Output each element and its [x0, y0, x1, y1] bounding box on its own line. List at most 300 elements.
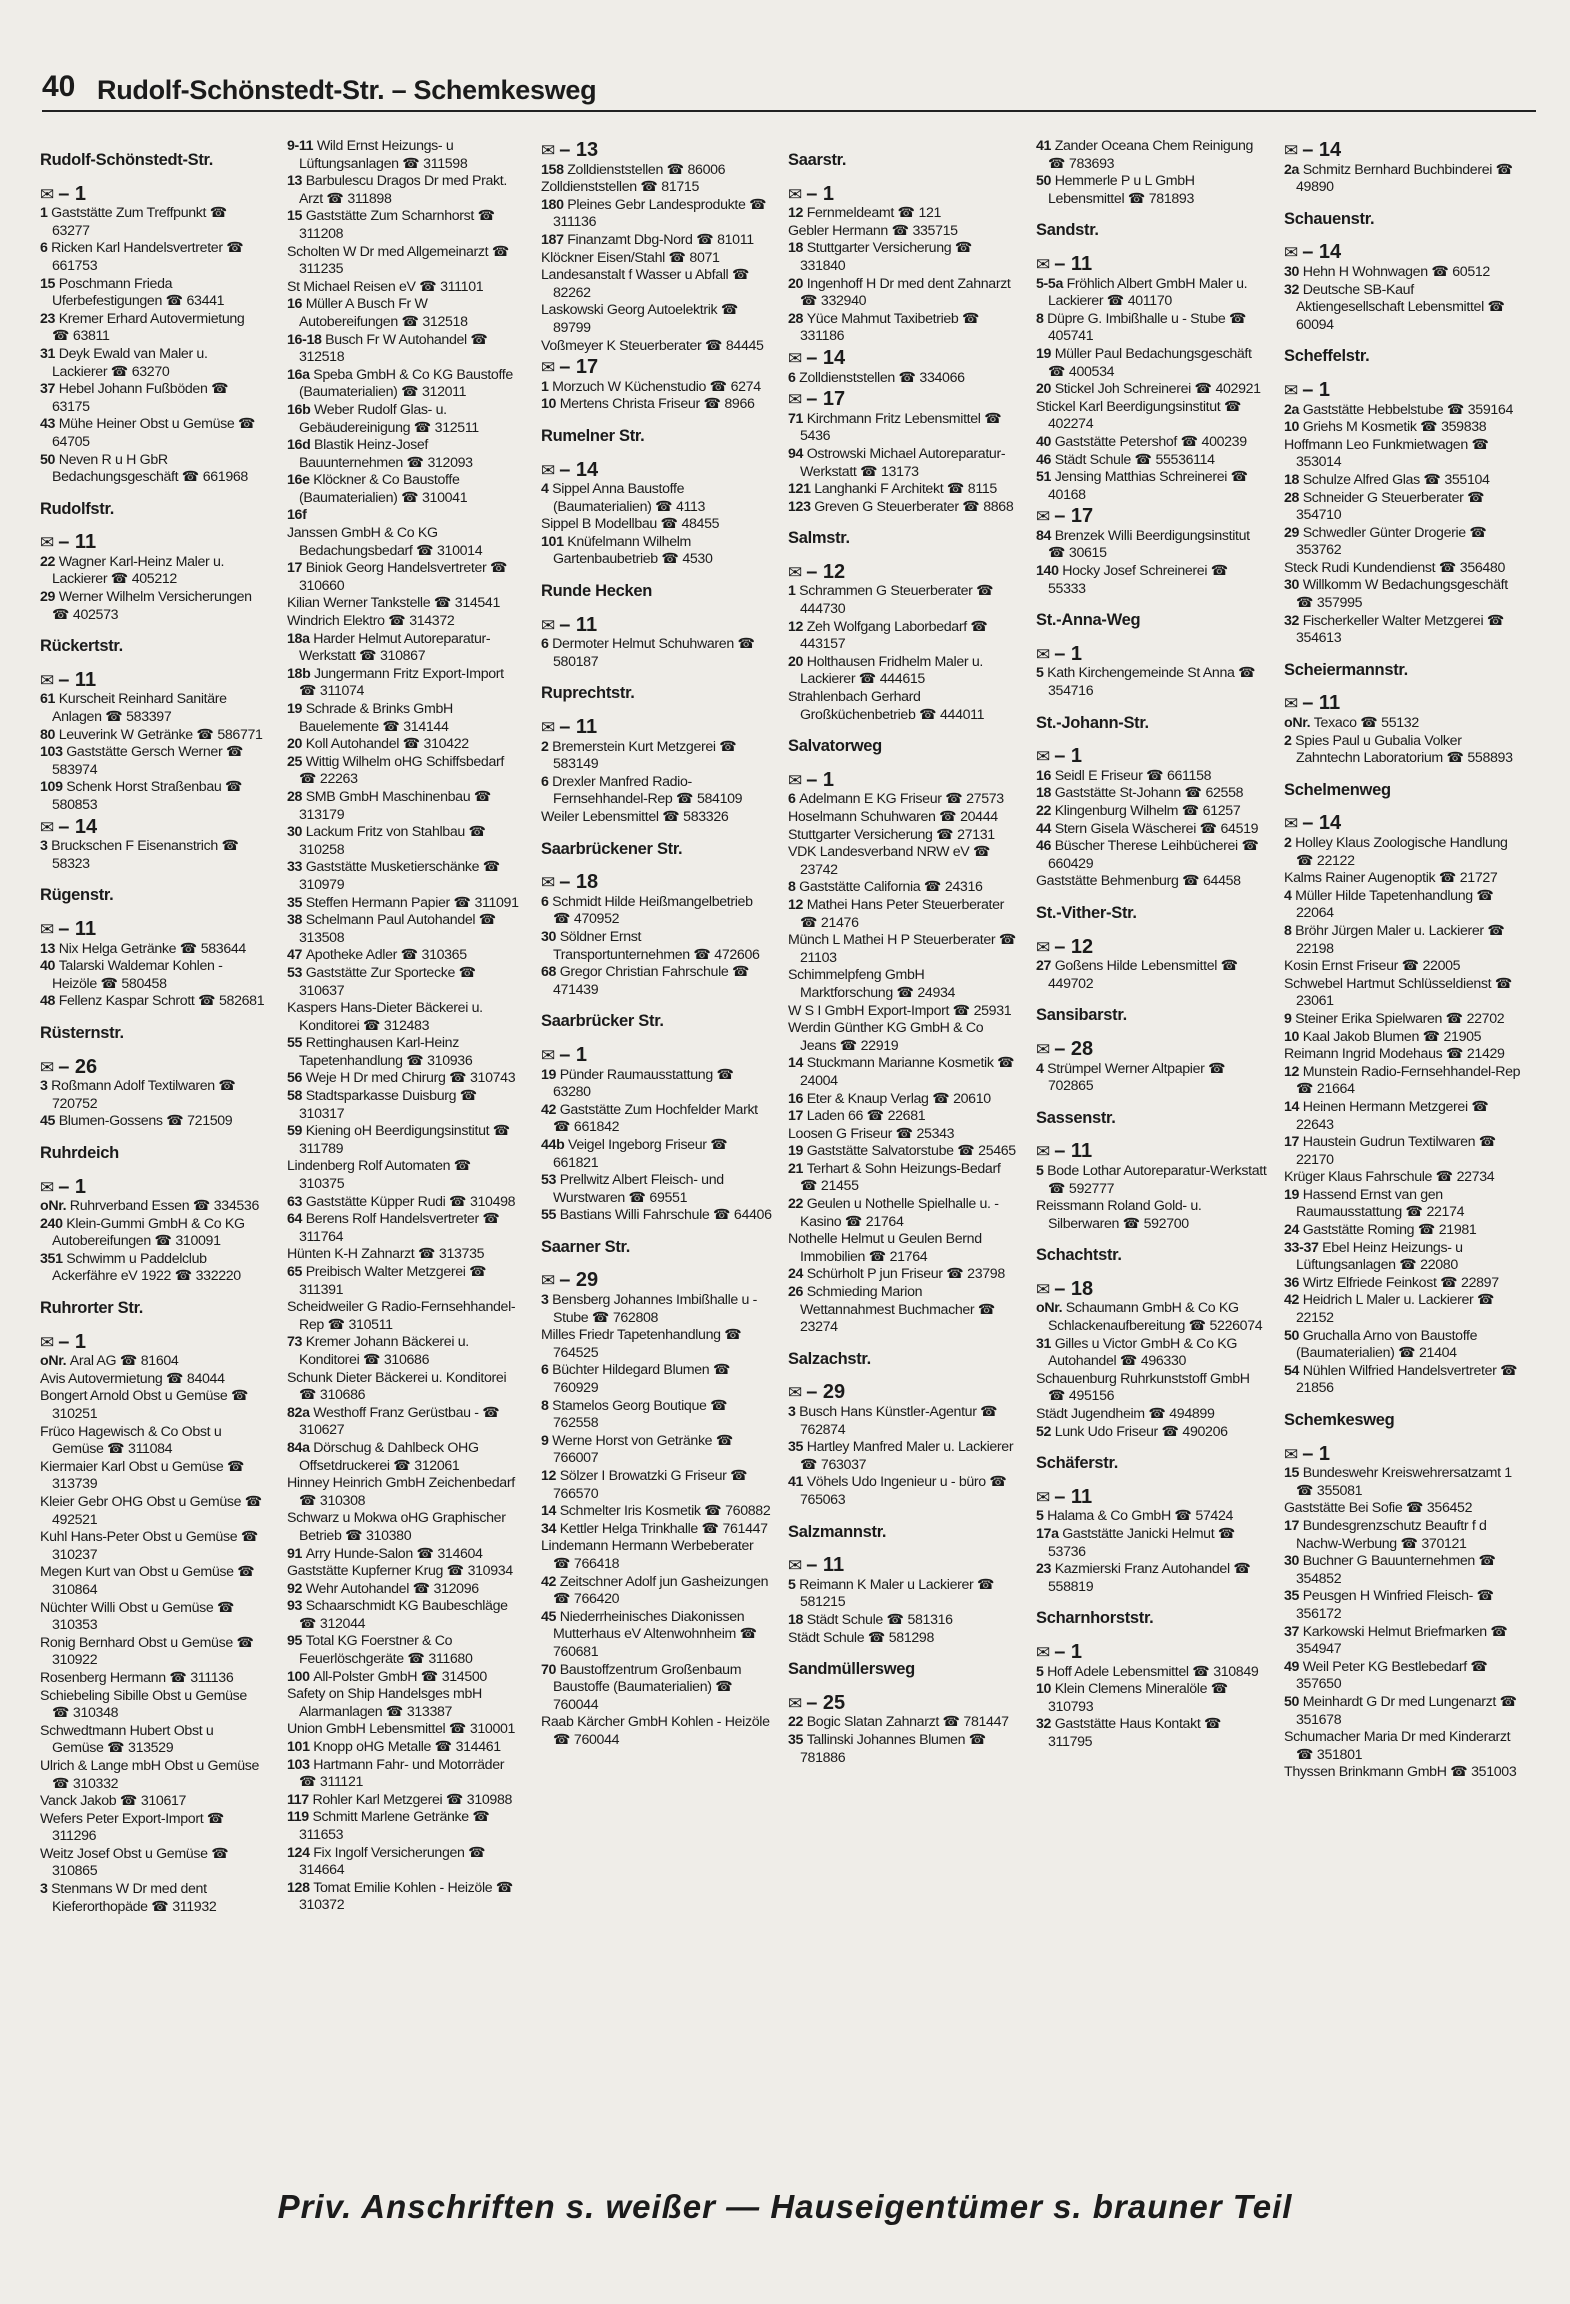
directory-entry: 20 Stickel Joh Schreinerei ☎ 402921 — [1036, 381, 1261, 398]
house-number: 12 — [1284, 1063, 1303, 1080]
directory-entry: 73 Kremer Johann Bäckerei u. Konditorei ☎ 310686 — [287, 1334, 469, 1368]
directory-entry: 4 Müller Hilde Tapetenhandlung ☎ 22064 — [1284, 887, 1494, 922]
house-number: 8 — [541, 1397, 553, 1414]
house-number: 12 — [788, 205, 807, 222]
postal-zone: ✉ – 17 — [541, 356, 599, 379]
postal-zone: ✉ – 14 — [1284, 241, 1342, 264]
street-heading: Salvatorweg — [788, 737, 882, 756]
house-number: 101 — [541, 533, 568, 550]
house-number: 10 — [1036, 1681, 1055, 1698]
directory-entry: 34 Kettler Helga Trinkhalle ☎ 761447 — [541, 1520, 768, 1537]
house-number: 9 — [1284, 1010, 1296, 1027]
directory-entry: oNr. Aral AG ☎ 81604 — [40, 1353, 179, 1370]
house-number: 5 — [1036, 665, 1048, 682]
house-number: 94 — [788, 445, 807, 462]
directory-entry: Lindemann Hermann Werbeberater ☎ 766418 — [541, 1538, 754, 1572]
directory-entry: 14 Stuckmann Marianne Kosmetik ☎ 24004 — [788, 1055, 1015, 1089]
envelope-icon: ✉ — [541, 358, 556, 378]
directory-entry: Schunk Dieter Bäckerei u. Konditorei ☎ 310686 — [287, 1369, 507, 1404]
house-number: 18 — [1036, 785, 1055, 802]
directory-entry: Rosenberg Hermann ☎ 311136 — [40, 1669, 234, 1686]
directory-entry: Raab Kärcher GmbH Kohlen - Heizöle ☎ 760044 — [541, 1714, 770, 1748]
directory-entry: 10 Klein Clemens Mineralöle ☎ 310793 — [1036, 1681, 1229, 1715]
house-number: 35 — [788, 1439, 807, 1456]
directory-entry: Safety on Ship Handelsges mbH Alarmanlagen ☎ 313387 — [287, 1686, 482, 1720]
directory-entry: Bongert Arnold Obst u Gemüse ☎ 310251 — [40, 1388, 249, 1423]
directory-entry: 101 Knüfelmann Wilhelm Gartenbaubetrieb ☎ 4530 — [541, 533, 713, 568]
directory-entry: Milles Friedr Tapetenhandlung ☎ 764525 — [541, 1327, 742, 1361]
postal-zone: ✉ – 29 — [541, 1269, 599, 1292]
directory-entry: 20 Koll Autohandel ☎ 310422 — [287, 736, 469, 753]
house-number: oNr. — [40, 1198, 70, 1215]
house-number: 3 — [40, 1078, 52, 1095]
directory-column-4 — [788, 138, 1020, 2178]
street-heading: Ruhrdeich — [40, 1143, 119, 1162]
directory-entry: Sippel B Modellbau ☎ 48455 — [541, 516, 720, 533]
directory-entry: 24 Schürholt P jun Friseur ☎ 23798 — [788, 1266, 1005, 1283]
house-number: 121 — [788, 481, 815, 498]
directory-entry: 56 Weje H Dr med Chirurg ☎ 310743 — [287, 1070, 516, 1087]
house-number: 18 — [1284, 471, 1303, 488]
street-heading: Schachtstr. — [1036, 1246, 1122, 1265]
directory-entry: 123 Greven G Steuerberater ☎ 8868 — [788, 498, 1014, 515]
directory-entry: 14 Heinen Hermann Metzgerei ☎ 22643 — [1284, 1098, 1489, 1133]
directory-entry: 55 Bastians Willi Fahrschule ☎ 64406 — [541, 1207, 772, 1224]
house-number: 3 — [541, 1292, 553, 1309]
house-number: 16 — [287, 296, 306, 313]
directory-entry: 10 Griehs M Kosmetik ☎ 359838 — [1284, 419, 1487, 436]
postal-zone: ✉ – 18 — [1036, 1277, 1094, 1300]
directory-entry: 6 Büchter Hildegard Blumen ☎ 760929 — [541, 1362, 731, 1397]
house-number: 22 — [788, 1714, 807, 1731]
directory-entry: 5-5a Fröhlich Albert GmbH Maler u. Lackierer ☎ 401170 — [1036, 275, 1248, 310]
house-number: 65 — [287, 1264, 306, 1280]
directory-entry: 32 Gaststätte Haus Kontakt ☎ 311795 — [1036, 1716, 1222, 1750]
house-number: 18b — [287, 665, 314, 682]
house-number: 14 — [1284, 1098, 1303, 1115]
page-title: Rudolf-Schönstedt-Str. – Schemkesweg — [97, 75, 597, 105]
house-number: 9-11 — [287, 138, 317, 154]
directory-entry: 12 Sölzer I Browatzki G Friseur ☎ 766570 — [541, 1468, 748, 1502]
postal-zone: ✉ – 29 — [788, 1381, 846, 1404]
directory-entry: Laskowski Georg Autoelektrik ☎ 89799 — [541, 302, 739, 336]
directory-entry: Schwedtmann Hubert Obst u Gemüse ☎ 313529 — [40, 1722, 214, 1757]
directory-entry: Münch L Mathei H P Steuerberater ☎ 21103 — [788, 932, 1017, 966]
postal-zone: ✉ – 11 — [1036, 1140, 1093, 1163]
house-number: 68 — [541, 964, 560, 981]
directory-entry: 19 Gaststätte Salvatorstube ☎ 25465 — [788, 1143, 1016, 1160]
postal-zone: ✉ – 17 — [788, 388, 846, 411]
directory-entry: 6 Dermoter Helmut Schuhwaren ☎ 580187 — [541, 636, 755, 670]
directory-entry: 12 Fernmeldeamt ☎ 121 — [788, 205, 942, 222]
postal-zone: ✉ – 17 — [1036, 505, 1094, 528]
postal-zone: ✉ – 11 — [40, 531, 97, 554]
directory-entry: 33-37 Ebel Heinz Heizungs- u Lüftungsanlagen ☎ 22080 — [1284, 1239, 1463, 1274]
house-number: 20 — [1036, 381, 1055, 398]
directory-entry: 30 Söldner Ernst Transportunternehmen ☎ 472606 — [541, 928, 760, 963]
directory-entry: 30 Hehn H Wohnwagen ☎ 60512 — [1284, 263, 1490, 280]
street-heading: Sandmüllersweg — [788, 1660, 915, 1679]
directory-entry: 24 Gaststätte Roming ☎ 21981 — [1284, 1222, 1477, 1239]
house-number: 42 — [541, 1101, 560, 1118]
directory-entry: Hünten K-H Zahnarzt ☎ 313735 — [287, 1246, 485, 1263]
directory-entry: 158 Zolldienststellen ☎ 86006 — [541, 161, 726, 178]
directory-entry: Klöckner Eisen/Stahl ☎ 8071 — [541, 249, 720, 266]
envelope-icon: ✉ — [40, 1332, 55, 1352]
envelope-icon: ✉ — [1284, 380, 1299, 400]
directory-entry: 36 Wirtz Elfriede Feinkost ☎ 22897 — [1284, 1274, 1499, 1291]
street-heading: Ruhrorter Str. — [40, 1299, 144, 1318]
postal-zone: ✉ – 13 — [541, 139, 599, 161]
directory-entry: 70 Baustoffzentrum Großenbaum Baustoffe (Baumaterialien) ☎ 760044 — [541, 1661, 742, 1713]
directory-entry: 20 Holthausen Fridhelm Maler u. Lackierer ☎ 444615 — [788, 653, 983, 688]
directory-entry: 16a Speba GmbH & Co KG Baustoffe (Baumaterialien) ☎ 312011 — [287, 366, 513, 401]
house-number: 41 — [788, 1474, 807, 1491]
house-number: 140 — [1036, 563, 1063, 580]
directory-entry: 8 Düpre G. Imbißhalle u - Stube ☎ 405741 — [1036, 310, 1247, 345]
postal-zone: ✉ – 12 — [1036, 935, 1094, 958]
house-number: 50 — [40, 451, 59, 468]
directory-entry: Schumacher Maria Dr med Kinderarzt ☎ 351801 — [1284, 1729, 1511, 1763]
house-number: 124 — [287, 1844, 314, 1861]
house-number: 8 — [788, 879, 800, 896]
directory-entry: 29 Schwedler Günter Drogerie ☎ 353762 — [1284, 524, 1487, 559]
directory-entry: 37 Karkowski Helmut Briefmarken ☎ 354947 — [1284, 1623, 1508, 1658]
street-heading: St.-Johann-Str. — [1036, 713, 1149, 732]
directory-entry: 16-18 Busch Fr W Autohandel ☎ 312518 — [287, 331, 488, 366]
house-number: 64 — [287, 1211, 306, 1228]
directory-entry: 18b Jungermann Fritz Export-Import ☎ 311074 — [287, 665, 504, 700]
house-number: 6 — [541, 773, 553, 790]
directory-entry: 103 Hartmann Fahr- und Motorräder ☎ 311121 — [287, 1756, 505, 1791]
directory-entry: 12 Zeh Wolfgang Laborbedarf ☎ 443157 — [788, 618, 988, 653]
directory-entry: 42 Gaststätte Zum Hochfelder Markt ☎ 661842 — [541, 1101, 758, 1136]
directory-entry: 13 Barbulescu Dragos Dr med Prakt. Arzt ☎ 311898 — [287, 173, 507, 207]
street-heading: Salzmannstr. — [788, 1522, 887, 1541]
directory-entry: 38 Schelmann Paul Autohandel ☎ 313508 — [287, 912, 497, 946]
directory-entry: 47 Apotheke Adler ☎ 310365 — [287, 947, 467, 964]
directory-entry: Reimann Ingrid Modehaus ☎ 21429 — [1284, 1046, 1505, 1063]
directory-column-6 — [1284, 138, 1524, 2178]
house-number: 10 — [541, 396, 560, 413]
directory-entry: 5 Bode Lothar Autoreparatur-Werkstatt ☎ 592777 — [1036, 1162, 1267, 1197]
directory-entry: 6 Schmidt Hilde Heißmangelbetrieb ☎ 470952 — [541, 893, 753, 928]
house-number: 101 — [287, 1739, 314, 1756]
house-number: 13 — [287, 173, 306, 190]
house-number: 6 — [40, 240, 52, 257]
envelope-icon: ✉ — [788, 184, 803, 204]
house-number: oNr. — [1036, 1300, 1066, 1317]
house-number: 6 — [788, 369, 800, 386]
house-number: 45 — [541, 1608, 560, 1625]
directory-entry: Zolldienststellen ☎ 81715 — [541, 179, 699, 196]
house-number: 33-37 — [1284, 1239, 1323, 1256]
directory-entry: 10 Mertens Christa Friseur ☎ 8966 — [541, 396, 755, 413]
house-number: 6 — [788, 791, 800, 808]
directory-entry: 18 Städt Schule ☎ 581316 — [788, 1611, 953, 1628]
directory-entry: 6 Ricken Karl Handelsvertreter ☎ 661753 — [40, 240, 244, 274]
directory-entry: oNr. Ruhrverband Essen ☎ 334536 — [40, 1198, 259, 1215]
house-number: 54 — [1284, 1362, 1303, 1379]
house-number: 123 — [788, 498, 815, 515]
house-number: 4 — [1284, 887, 1296, 904]
house-number: 45 — [40, 1113, 59, 1130]
directory-entry: 91 Arry Hunde-Salon ☎ 314604 — [287, 1545, 483, 1562]
directory-entry: 52 Lunk Udo Friseur ☎ 490206 — [1036, 1423, 1228, 1440]
house-number: 30 — [1284, 1553, 1303, 1570]
directory-entry: 40 Gaststätte Petershof ☎ 400239 — [1036, 433, 1247, 450]
house-number: 95 — [287, 1633, 306, 1650]
directory-entry: 50 Neven R u H GbR Bedachungsgeschäft ☎ 661968 — [40, 451, 248, 486]
directory-entry: 44b Veigel Ingeborg Friseur ☎ 661821 — [541, 1136, 728, 1171]
directory-entry: Megen Kurt van Obst u Gemüse ☎ 310864 — [40, 1564, 255, 1598]
postal-zone: ✉ – 1 — [541, 1043, 588, 1066]
directory-entry: 16e Klöckner & Co Baustoffe (Baumaterialien) ☎ 310041 — [287, 472, 468, 506]
directory-entry: Schauenburg Ruhrkunststoff GmbH ☎ 495156 — [1036, 1370, 1250, 1405]
directory-entry: VDK Landesverband NRW eV ☎ 23742 — [788, 844, 991, 878]
directory-entry: Schiebeling Sibille Obst u Gemüse ☎ 310348 — [40, 1687, 247, 1722]
house-number: 38 — [287, 912, 306, 929]
house-number: 16a — [287, 366, 314, 383]
directory-entry: 15 Bundeswehr Kreiswehrersatzamt 1 ☎ 355081 — [1284, 1465, 1512, 1499]
postal-zone: ✉ – 26 — [40, 1055, 98, 1078]
postal-zone: ✉ – 14 — [1284, 139, 1342, 161]
house-number: 48 — [40, 993, 59, 1010]
directory-entry: 16b Weber Rudolf Glas- u. Gebäudereinigung ☎ 312511 — [287, 401, 479, 436]
directory-entry: 17 Haustein Gudrun Textilwaren ☎ 22170 — [1284, 1134, 1497, 1168]
house-number: 2 — [1284, 835, 1296, 851]
postal-zone: ✉ – 12 — [788, 560, 846, 583]
envelope-icon: ✉ — [788, 348, 803, 368]
house-number: 30 — [541, 928, 560, 945]
house-number: 56 — [287, 1070, 306, 1087]
street-heading: Saarner Str. — [541, 1237, 631, 1256]
house-number: 47 — [287, 947, 306, 964]
directory-entry: 16 Seidl E Friseur ☎ 661158 — [1036, 767, 1212, 784]
envelope-icon: ✉ — [1036, 1142, 1051, 1162]
directory-entry: 41 Vöhels Udo Ingenieur u - büro ☎ 765063 — [788, 1474, 1007, 1508]
directory-entry: 64 Berens Rolf Handelsvertreter ☎ 311764 — [287, 1211, 500, 1245]
directory-entry: 6 Drexler Manfred Radio-Fernsehhandel-Rep ☎ 584109 — [541, 773, 743, 808]
directory-entry: 17 Biniok Georg Handelsvertreter ☎ 310660 — [287, 560, 508, 594]
house-number: 22 — [788, 1196, 807, 1213]
directory-entry: 65 Preibisch Walter Metzgerei ☎ 311391 — [287, 1264, 487, 1298]
directory-entry: Wefers Peter Export-Import ☎ 311296 — [40, 1810, 225, 1845]
directory-entry: 55 Rettinghausen Karl-Heinz Tapetenhandlung ☎ 310936 — [287, 1035, 473, 1069]
envelope-icon: ✉ — [541, 615, 556, 635]
directory-entry: 53 Prellwitz Albert Fleisch- und Wurstwaren ☎ 69551 — [541, 1172, 724, 1206]
directory-entry: Vanck Jakob ☎ 310617 — [40, 1793, 187, 1810]
directory-entry: 1 Morzuch W Küchenstudio ☎ 6274 — [541, 378, 761, 395]
house-number: 43 — [40, 416, 59, 433]
directory-entry: 37 Hebel Johann Fußböden ☎ 63175 — [40, 381, 229, 415]
house-number: 17a — [1036, 1526, 1063, 1542]
house-number: 52 — [1036, 1423, 1055, 1440]
house-number: 14 — [541, 1503, 560, 1520]
directory-entry: Scholten W Dr med Allgemeinarzt ☎ 311235 — [287, 243, 510, 278]
house-number: 46 — [1036, 838, 1055, 855]
house-number: 4 — [541, 481, 553, 498]
house-number: 32 — [1284, 281, 1303, 298]
house-number: 28 — [287, 788, 306, 805]
directory-entry: 8 Gaststätte California ☎ 24316 — [788, 879, 983, 896]
postal-zone: ✉ – 1 — [40, 182, 87, 205]
house-number: 119 — [287, 1809, 313, 1826]
house-number: 20 — [788, 275, 807, 292]
house-number: 35 — [287, 894, 306, 911]
directory-entry: 5 Hoff Adele Lebensmittel ☎ 310849 — [1036, 1663, 1259, 1680]
directory-entry: 2 Bremerstein Kurt Metzgerei ☎ 583149 — [541, 738, 737, 773]
directory-entry: 35 Steffen Hermann Papier ☎ 311091 — [287, 894, 519, 911]
postal-zone: ✉ – 11 — [788, 1554, 845, 1577]
directory-entry: Krüger Klaus Fahrschule ☎ 22734 — [1284, 1169, 1495, 1186]
envelope-icon: ✉ — [541, 1271, 556, 1291]
directory-entry: 68 Gregor Christian Fahrschule ☎ 471439 — [541, 964, 750, 998]
directory-entry: Kaspers Hans-Dieter Bäckerei u. Konditorei ☎ 312483 — [287, 1000, 483, 1034]
house-number: 12 — [788, 896, 807, 913]
directory-entry: 13 Nix Helga Getränke ☎ 583644 — [40, 940, 246, 957]
directory-entry: 84a Dörschug & Dahlbeck OHG Offsetdruckerei ☎ 312061 — [287, 1439, 479, 1474]
directory-entry: 5 Reimann K Maler u Lackierer ☎ 581215 — [788, 1576, 995, 1611]
directory-entry: 20 Ingenhoff H Dr med dent Zahnarzt ☎ 332940 — [788, 275, 1011, 310]
street-heading: Scharnhorststr. — [1036, 1609, 1154, 1628]
directory-entry: 3 Stenmans W Dr med dent Kieferorthopäde ☎ 311932 — [40, 1881, 217, 1915]
house-number: 55 — [287, 1035, 306, 1052]
directory-entry: Steck Rudi Kundendienst ☎ 356480 — [1284, 559, 1506, 576]
house-number: 40 — [1036, 433, 1055, 450]
house-number: 5 — [788, 1576, 800, 1593]
house-number: 46 — [1036, 451, 1055, 468]
house-number: 42 — [1284, 1292, 1303, 1309]
directory-entry: 95 Total KG Foerstner & Co Feuerlöschgeräte ☎ 311680 — [287, 1633, 473, 1668]
directory-entry: 15 Poschmann Frieda Uferbefestigungen ☎ 63441 — [40, 275, 225, 310]
house-number: 91 — [287, 1545, 306, 1562]
directory-entry: Avis Autovermietung ☎ 84044 — [40, 1370, 225, 1387]
postal-zone: ✉ – 1 — [788, 768, 835, 791]
directory-entry: 29 Werner Wilhelm Versicherungen ☎ 402573 — [40, 589, 252, 623]
house-number: 29 — [1284, 524, 1303, 541]
envelope-icon: ✉ — [788, 770, 803, 790]
house-number: 50 — [1284, 1693, 1303, 1710]
directory-entry: 54 Nühlen Wilfried Handelsvertreter ☎ 21856 — [1284, 1362, 1518, 1397]
directory-entry: Stuttgarter Versicherung ☎ 27131 — [788, 826, 995, 843]
directory-entry: 32 Deutsche SB-Kauf Aktiengesellschaft Lebensmittel ☎ 60094 — [1284, 281, 1505, 333]
envelope-icon: ✉ — [1036, 507, 1051, 527]
directory-entry: 17 Laden 66 ☎ 22681 — [788, 1108, 926, 1125]
envelope-icon: ✉ — [1036, 747, 1051, 767]
directory-entry: 45 Niederrheinisches Diakonissen Mutterhaus eV Altenwohnheim ☎ 760681 — [541, 1608, 757, 1660]
envelope-icon: ✉ — [788, 562, 803, 582]
house-number: 80 — [40, 726, 59, 743]
directory-entry: Nothelle Helmut u Geulen Bernd Immobilien ☎ 21764 — [788, 1231, 982, 1265]
house-number: 12 — [541, 1468, 560, 1484]
envelope-icon: ✉ — [40, 184, 55, 204]
envelope-icon: ✉ — [1036, 1487, 1051, 1507]
street-heading: Rückertstr. — [40, 637, 123, 656]
directory-entry: 19 Hassend Ernst van gen Raumausstattung ☎ 22174 — [1284, 1186, 1465, 1221]
house-number: 13 — [40, 940, 59, 957]
directory-entry: Nüchter Willi Obst u Gemüse ☎ 310353 — [40, 1599, 235, 1634]
directory-entry: 3 Roßmann Adolf Textilwaren ☎ 720752 — [40, 1078, 236, 1112]
house-number: 29 — [40, 589, 59, 606]
page-header — [42, 66, 1536, 112]
directory-entry: Ulrich & Lange mbH Obst u Gemüse ☎ 310332 — [40, 1757, 260, 1792]
page-number: 40 — [42, 70, 76, 103]
directory-entry: 31 Deyk Ewald van Maler u. Lackierer ☎ 63270 — [40, 345, 208, 380]
directory-entry: Union GmbH Lebensmittel ☎ 310001 — [287, 1721, 516, 1738]
directory-entry: 2a Schmitz Bernhard Buchbinderei ☎ 49890 — [1284, 161, 1513, 196]
house-number: 30 — [1284, 263, 1303, 280]
house-number: 128 — [287, 1879, 314, 1896]
house-number: 22 — [1036, 803, 1055, 819]
house-number: 240 — [40, 1215, 67, 1232]
house-number: 23 — [1036, 1561, 1055, 1578]
house-number: 21 — [788, 1160, 807, 1177]
directory-entry: 19 Müller Paul Bedachungsgeschäft ☎ 400534 — [1036, 345, 1252, 380]
directory-entry: Loosen G Friseur ☎ 25343 — [788, 1125, 955, 1142]
directory-entry: Hoselmann Schuhwaren ☎ 20444 — [788, 809, 998, 825]
street-heading: Scheffelstr. — [1284, 347, 1370, 366]
envelope-icon: ✉ — [1036, 1039, 1051, 1059]
house-number: 15 — [40, 275, 59, 292]
directory-entry: Janssen GmbH & Co KG Bedachungsbedarf ☎ 310014 — [287, 525, 483, 559]
directory-entry: 48 Fellenz Kaspar Schrott ☎ 582681 — [40, 993, 265, 1010]
directory-entry: 9-11 Wild Ernst Heizungs- u Lüftungsanlagen ☎ 311598 — [287, 138, 468, 172]
house-number: 5-5a — [1036, 275, 1067, 292]
street-heading: Rumelner Str. — [541, 426, 645, 445]
street-heading: Salzachstr. — [788, 1349, 871, 1368]
directory-entry: 18 Gaststätte St-Johann ☎ 62558 — [1036, 785, 1244, 802]
directory-entry: 42 Zeitschner Adolf jun Gasheizungen ☎ 766420 — [541, 1573, 769, 1608]
directory-entry: oNr. Schaumann GmbH & Co KG Schlackenaufbereitung ☎ 5226074 — [1036, 1300, 1263, 1335]
directory-entry: 30 Buchner G Bauunternehmen ☎ 354852 — [1284, 1553, 1496, 1587]
directory-entry: 58 Stadtsparkasse Duisburg ☎ 310317 — [287, 1088, 478, 1122]
street-heading: Schauenstr. — [1284, 209, 1375, 228]
directory-entry: Früco Hagewisch & Co Obst u Gemüse ☎ 311084 — [40, 1423, 222, 1458]
directory-entry: 103 Gaststätte Gersch Werner ☎ 583974 — [40, 744, 244, 778]
envelope-icon: ✉ — [541, 1045, 556, 1065]
directory-entry: 49 Weil Peter KG Bestlebedarf ☎ 357650 — [1284, 1658, 1488, 1693]
house-number: 53 — [541, 1172, 560, 1189]
house-number: 16 — [788, 1090, 807, 1107]
directory-entry: 45 Blumen-Gossens ☎ 721509 — [40, 1113, 233, 1130]
house-number: 23 — [40, 310, 59, 327]
house-number: 117 — [287, 1791, 313, 1808]
directory-entry: 30 Willkomm W Bedachungsgeschäft ☎ 357995 — [1284, 577, 1508, 612]
directory-entry: 53 Gaststätte Zur Sportecke ☎ 310637 — [287, 964, 476, 999]
house-number: 15 — [287, 208, 306, 225]
directory-entry: 12 Munstein Radio-Fernsehhandel-Rep ☎ 21664 — [1284, 1063, 1521, 1098]
directory-column-1 — [40, 138, 265, 2178]
house-number: 5 — [1036, 1663, 1048, 1680]
directory-entry: 1 Gaststätte Zum Treffpunkt ☎ 63277 — [40, 205, 228, 239]
envelope-icon: ✉ — [541, 873, 556, 893]
postal-zone: ✉ – 14 — [40, 815, 98, 838]
envelope-icon: ✉ — [1036, 1642, 1051, 1662]
house-number: 8 — [1036, 310, 1048, 327]
directory-entry: St Michael Reisen eV ☎ 311101 — [287, 278, 484, 295]
directory-entry: 51 Jensing Matthias Schreinerei ☎ 40168 — [1036, 469, 1248, 503]
house-number: 44b — [541, 1136, 568, 1153]
directory-entry: 59 Kiening oH Beerdigungsinstitut ☎ 311789 — [287, 1123, 511, 1157]
directory-entry: Scheidweiler G Radio-Fernsehhandel-Rep ☎ 310511 — [287, 1299, 516, 1333]
directory-entry: 22 Geulen u Nothelle Spielhalle u. -Kasino ☎ 21764 — [788, 1196, 999, 1230]
postal-zone: ✉ – 14 — [541, 458, 599, 481]
directory-entry: 40 Talarski Waldemar Kohlen - Heizöle ☎ 580458 — [40, 958, 223, 992]
house-number: 109 — [40, 779, 67, 796]
directory-entry: 19 Schrade & Brinks GmbH Bauelemente ☎ 314144 — [287, 701, 453, 735]
house-number: 19 — [541, 1066, 560, 1083]
